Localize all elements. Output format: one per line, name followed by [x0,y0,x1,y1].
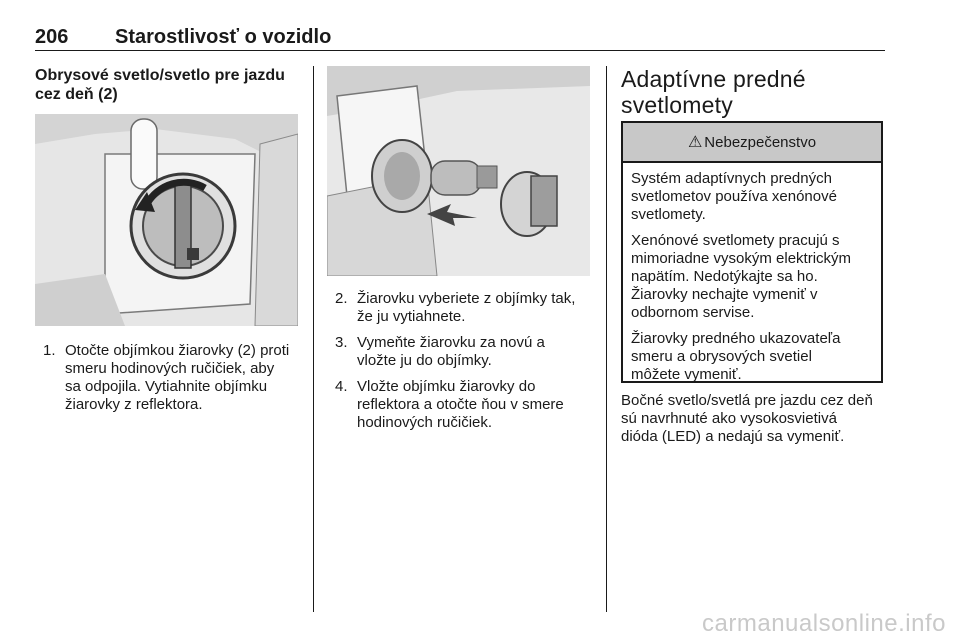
column-1 [35,66,300,104]
danger-paragraph: Xenónové svetlomety pracujú s mimoriadne vysokým elektrickým napätím. Nedotýkajte sa ho. Žiarovky nechajte vymeniť v odbornom servise. [631,232,852,321]
list-item: 1. Otočte objímkou žiarovky (2) proti smeru hodinových ručičiek, aby sa odpojila. Vytiahnite objímku žiarovky z reflektora. [43,342,290,413]
column-divider-2 [606,66,607,612]
list-item: 4. Vložte objímku žiarovky do reflektora a otočte ňou v smere hodinových ručičiek. [335,378,564,431]
column-divider-1 [313,66,314,612]
watermark: carmanualsonline.info [702,610,946,637]
danger-box [621,121,883,383]
steps-list-2 [335,290,597,440]
warning-triangle-icon: ⚠ [687,134,703,151]
column-3 [621,66,886,118]
page-number: 206 [35,26,69,48]
figure-bulb-holder-rotate [35,114,298,326]
chapter-title: Starostlivosť o vozidlo [115,26,332,48]
section-heading-sidelight: Obrysové svetlo/svetlo pre jazdu cez deň (2) [35,67,285,103]
danger-title: Nebezpečenstvo [704,133,817,151]
section-heading-adaptive: Adaptívne predné svetlomety [621,66,806,118]
page-header [35,26,885,51]
list-item: 2. Žiarovku vyberiete z objímky tak, že ju vytiahnete. [335,290,576,325]
list-item: 3. Vymeňte žiarovku za novú a vložte ju do objímky. [335,334,545,369]
danger-paragraph: Žiarovky predného ukazovateľa smeru a obrysových svetiel môžete vymeniť. [631,330,841,383]
figure-bulb-removal [327,66,590,276]
danger-body [623,163,881,384]
danger-header [623,123,881,163]
body-paragraph-led: Bočné svetlo/svetlá pre jazdu cez deň sú navrhnuté ako vysokosvietivá dióda (LED) a nedajú sa vymeniť. [621,392,873,445]
steps-list-1 [43,342,305,422]
danger-paragraph: Systém adaptívnych predných svetlometov používa xenónové svetlomety. [631,170,837,223]
